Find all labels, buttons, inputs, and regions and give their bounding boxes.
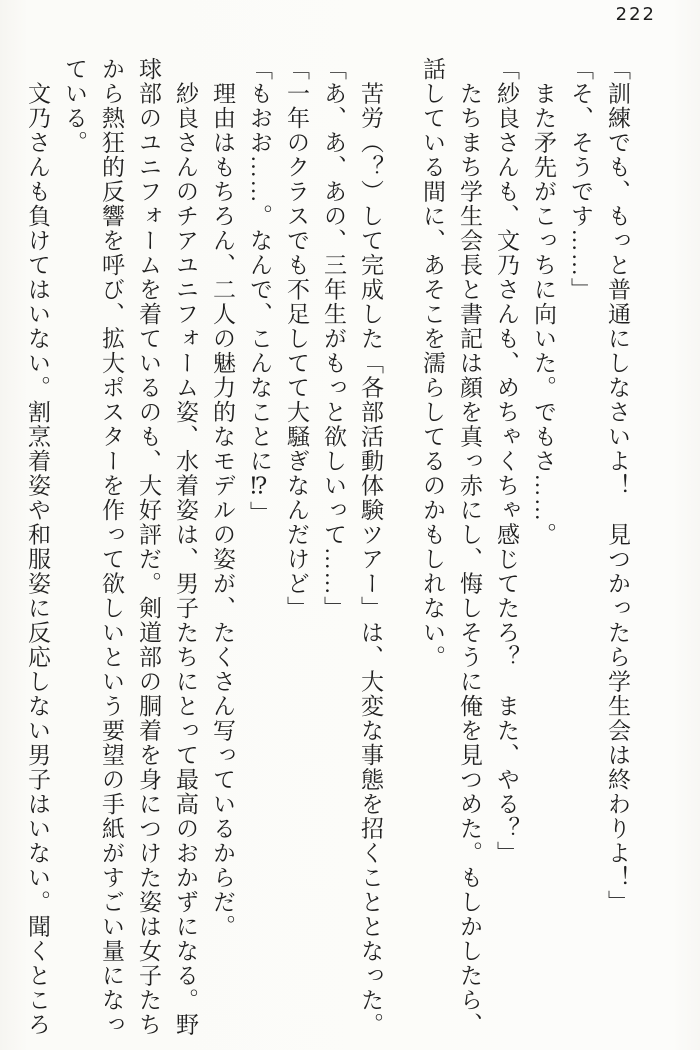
- text-line: 「訓練でも、もっと普通にしなさいよ！ 見つかったら学生会は終わりよ！」: [605, 57, 630, 915]
- text-line: 「あ、あ、あの、三年生がもっと欲しいって……」: [321, 57, 346, 621]
- text-line: 「紗良さんも、文乃さんも、めちゃくちゃ感じてたろ？ また、やる？」: [494, 57, 519, 866]
- text-line: 理由はもちろん、二人の魅力的なモデルの姿が、たくさん写っているからだ。: [210, 57, 235, 939]
- text-line: 「一年のクラスでも不足してて大騒ぎなんだけど」: [284, 57, 309, 621]
- vertical-text-block: [19, 57, 636, 1041]
- text-line: ている。: [62, 57, 87, 155]
- text-line: 紗良さんのチアユニフォーム姿、水着姿は、男子たちにとって最高のおかずになる。野: [173, 57, 198, 1037]
- text-line: たちまち学生会長と書記は顔を真っ赤にし、悔しそうに俺を見つめた。もしかしたら、: [457, 57, 482, 1037]
- text-line: 「そ、そうです……」: [568, 57, 593, 302]
- text-line: また矛先がこっちに向いた。でもさ……。: [531, 57, 556, 547]
- text-line: 文乃さんも負けてはいない。割烹着姿や和服姿に反応しない男子はいない。聞くところ: [25, 57, 50, 1037]
- text-line: 「もおお……。なんで、こんなことに⁉」: [247, 57, 272, 526]
- text-line: 球部のユニフォームを着ているのも、大好評だ。剣道部の胴着を身につけた姿は女子たち: [136, 57, 161, 1037]
- text-line: から熱狂的反響を呼び、拡大ポスターを作って欲しいという要望の手紙がすごい量になっ: [99, 57, 124, 1037]
- text-line: 話している間に、あそこを濡らしてるのかもしれない。: [420, 57, 445, 670]
- page-number: 222: [615, 4, 656, 25]
- text-line-scene-break: 苦労（？）して完成した「各部活動体験ツアー」は、大変な事態を招くこととなった。: [358, 57, 383, 1037]
